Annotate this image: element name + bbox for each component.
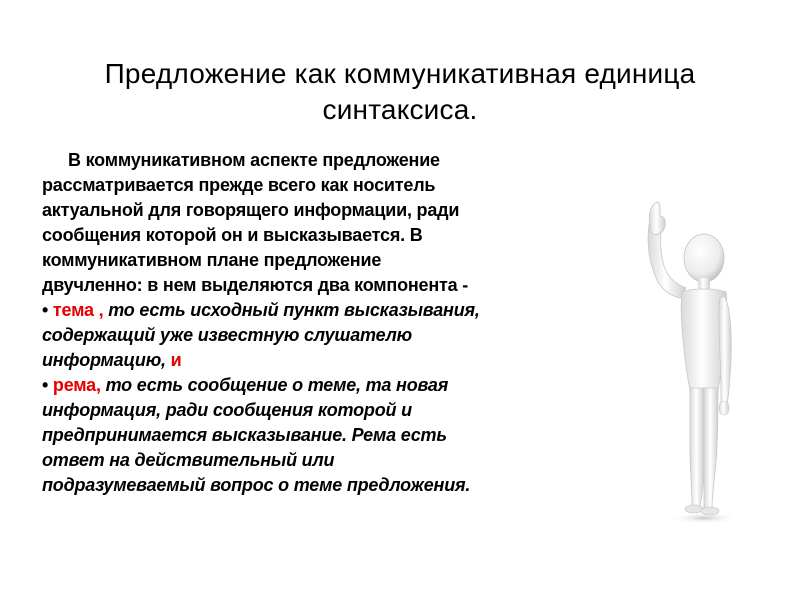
paragraph-line: актуальной для говорящего информации, ради	[42, 200, 460, 220]
rheme-definition-line: предпринимается высказывание. Рема есть	[42, 425, 447, 445]
theme-definition-line: содержащий уже известную слушателю	[42, 325, 412, 345]
paragraph-line: сообщения которой он и высказывается. В	[42, 225, 423, 245]
rheme-definition: то есть сообщение о теме, та новая	[100, 375, 449, 395]
paragraph-line: двучленно: в нем выделяются два компонента -	[42, 275, 469, 295]
theme-definition: то есть исходный пункт высказывания,	[103, 300, 480, 320]
rheme-bullet-line	[42, 373, 612, 398]
title-line-1: Предложение как коммуникативная единица	[104, 58, 696, 89]
rheme-definition-line: ответ на действительный или	[42, 450, 335, 470]
theme-definition: информацию,	[42, 350, 166, 370]
conjunction-and: и	[165, 350, 182, 370]
theme-term: тема ,	[52, 300, 104, 320]
paragraph-line: коммуникативном плане предложение	[42, 250, 382, 270]
theme-bullet-line	[42, 298, 612, 323]
body-text	[42, 148, 612, 498]
slide-title	[20, 56, 780, 128]
rheme-definition-line: информация, ради сообщения которой и	[42, 400, 412, 420]
rheme-term: рема,	[52, 375, 101, 395]
person-pointing-up-icon	[632, 200, 742, 530]
paragraph-line: В коммуникативном аспекте предложение	[68, 150, 440, 170]
bullet: •	[42, 300, 49, 320]
rheme-definition-line: подразумеваемый вопрос о теме предложения.	[42, 475, 471, 495]
title-line-2: синтаксиса.	[322, 94, 478, 125]
theme-definition-line	[42, 348, 612, 373]
bullet: •	[42, 375, 49, 395]
paragraph-line: рассматривается прежде всего как носитель	[42, 175, 436, 195]
